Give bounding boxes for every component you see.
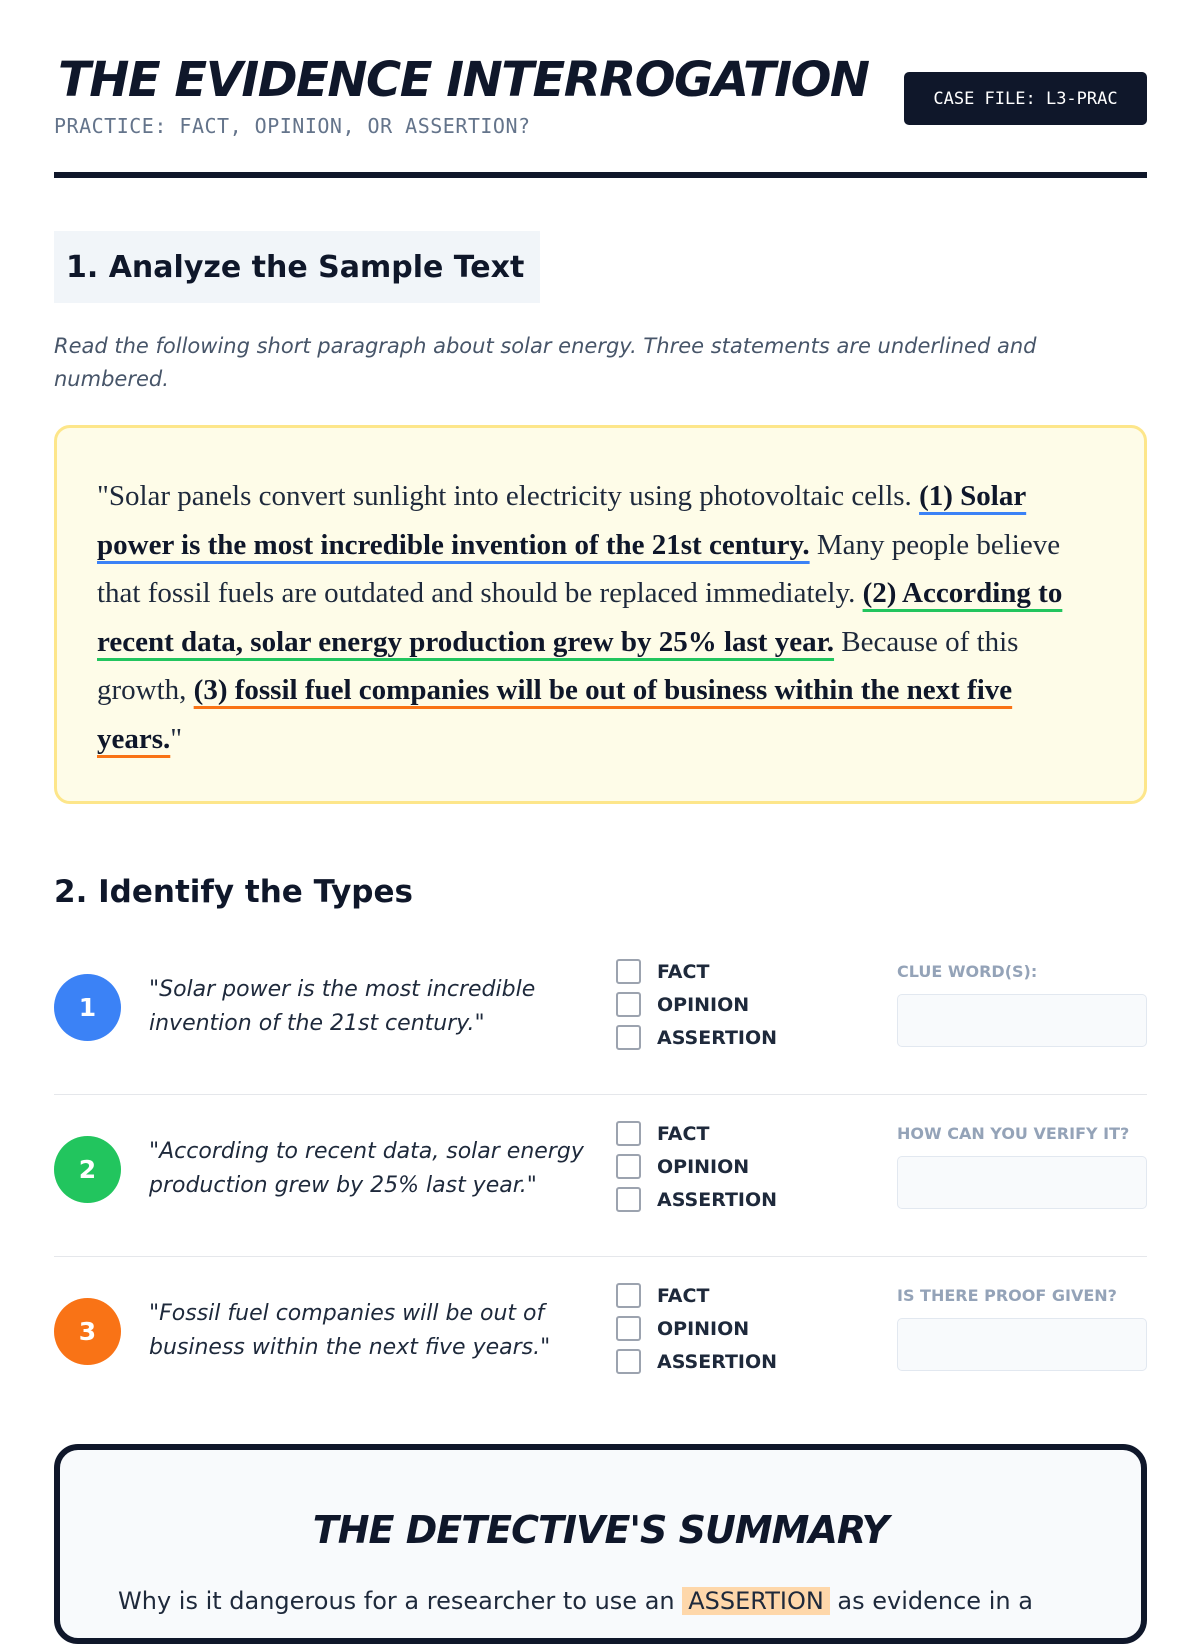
option-fact[interactable] xyxy=(616,955,777,988)
option-label: FACT xyxy=(657,1284,710,1307)
option-label: OPINION xyxy=(657,993,750,1016)
type-options xyxy=(616,1117,777,1216)
page-header xyxy=(54,50,1147,178)
option-label: OPINION xyxy=(657,1317,750,1340)
fact-checkbox[interactable] xyxy=(616,959,641,984)
fact-checkbox[interactable] xyxy=(616,1121,641,1146)
underlined-statement-1: (1) Solar power is the most incredible invention of the 21st century. xyxy=(97,480,1027,561)
section-2-heading: 2. Identify the Types xyxy=(54,874,413,910)
paragraph-text-2: Many people believe that fossil fuels are outdated and should be replaced immediately. xyxy=(97,528,1061,609)
opinion-checkbox[interactable] xyxy=(616,1154,641,1179)
option-label: FACT xyxy=(657,960,710,983)
page-title: THE EVIDENCE INTERROGATION xyxy=(58,52,869,108)
statement-row-2 xyxy=(54,1114,1147,1244)
proof-label: IS THERE PROOF GIVEN? xyxy=(897,1286,1117,1305)
option-opinion[interactable] xyxy=(616,1150,777,1183)
opinion-checkbox[interactable] xyxy=(616,1316,641,1341)
proof-input[interactable] xyxy=(897,1318,1147,1371)
underlined-statement-2: (2) According to recent data, solar energy production grew by 25% last year. xyxy=(97,577,1063,658)
option-label: FACT xyxy=(657,1122,710,1145)
type-options xyxy=(616,1279,777,1378)
open-quote: " xyxy=(97,480,109,512)
fact-checkbox[interactable] xyxy=(616,1283,641,1308)
statement-row-3 xyxy=(54,1276,1147,1406)
close-quote: " xyxy=(170,722,183,755)
summary-title: THE DETECTIVE'S SUMMARY xyxy=(312,1508,889,1552)
opinion-checkbox[interactable] xyxy=(616,992,641,1017)
verify-label: HOW CAN YOU VERIFY IT? xyxy=(897,1124,1130,1143)
summary-question-text: Why is it dangerous for a researcher to use an xyxy=(118,1587,683,1615)
assertion-checkbox[interactable] xyxy=(616,1349,641,1374)
statement-number-badge: 1 xyxy=(54,974,121,1041)
statement-number-badge: 3 xyxy=(54,1298,121,1365)
option-opinion[interactable] xyxy=(616,988,777,1021)
section-1-heading: 1. Analyze the Sample Text xyxy=(54,231,540,303)
statement-quote: "Solar power is the most incredible invention of the 21st century." xyxy=(149,977,536,1036)
summary-question-text-cont: as evidence in a xyxy=(829,1587,1033,1615)
assertion-checkbox[interactable] xyxy=(616,1025,641,1050)
statement-row-1 xyxy=(54,952,1147,1082)
option-assertion[interactable] xyxy=(616,1345,777,1378)
sample-text-box xyxy=(54,425,1147,804)
type-options xyxy=(616,955,777,1054)
instruction-text: Read the following short paragraph about solar energy. Three statements are underlined and numbered. xyxy=(54,334,1037,391)
statement-quote: "Fossil fuel companies will be out of business within the next five years." xyxy=(149,1301,551,1360)
clue-words-input[interactable] xyxy=(897,994,1147,1047)
summary-question xyxy=(118,1587,1033,1615)
paragraph-text-3: Because of this growth, xyxy=(97,625,1019,706)
page-subtitle: PRACTICE: FACT, OPINION, OR ASSERTION? xyxy=(54,114,531,138)
option-label: ASSERTION xyxy=(657,1026,778,1049)
clue-words-label: CLUE WORD(S): xyxy=(897,962,1038,981)
case-file-badge: CASE FILE: L3-PRAC xyxy=(904,72,1147,125)
option-fact[interactable] xyxy=(616,1117,777,1150)
assertion-highlight: ASSERTION xyxy=(682,1587,830,1615)
underlined-statement-3: (3) fossil fuel companies will be out of business within the next five years. xyxy=(97,674,1013,755)
option-assertion[interactable] xyxy=(616,1021,777,1054)
header-divider xyxy=(54,172,1147,178)
option-label: OPINION xyxy=(657,1155,750,1178)
option-opinion[interactable] xyxy=(616,1312,777,1345)
detective-summary-box xyxy=(54,1444,1147,1644)
option-label: ASSERTION xyxy=(657,1188,778,1211)
assertion-checkbox[interactable] xyxy=(616,1187,641,1212)
paragraph-text-1: Solar panels convert sunlight into electricity using photovoltaic cells. xyxy=(108,480,920,512)
row-divider xyxy=(54,1256,1147,1257)
option-fact[interactable] xyxy=(616,1279,777,1312)
option-assertion[interactable] xyxy=(616,1183,777,1216)
statement-quote: "According to recent data, solar energy production grew by 25% last year." xyxy=(149,1139,584,1198)
row-divider xyxy=(54,1094,1147,1095)
verify-input[interactable] xyxy=(897,1156,1147,1209)
option-label: ASSERTION xyxy=(657,1350,778,1373)
statement-number-badge: 2 xyxy=(54,1136,121,1203)
